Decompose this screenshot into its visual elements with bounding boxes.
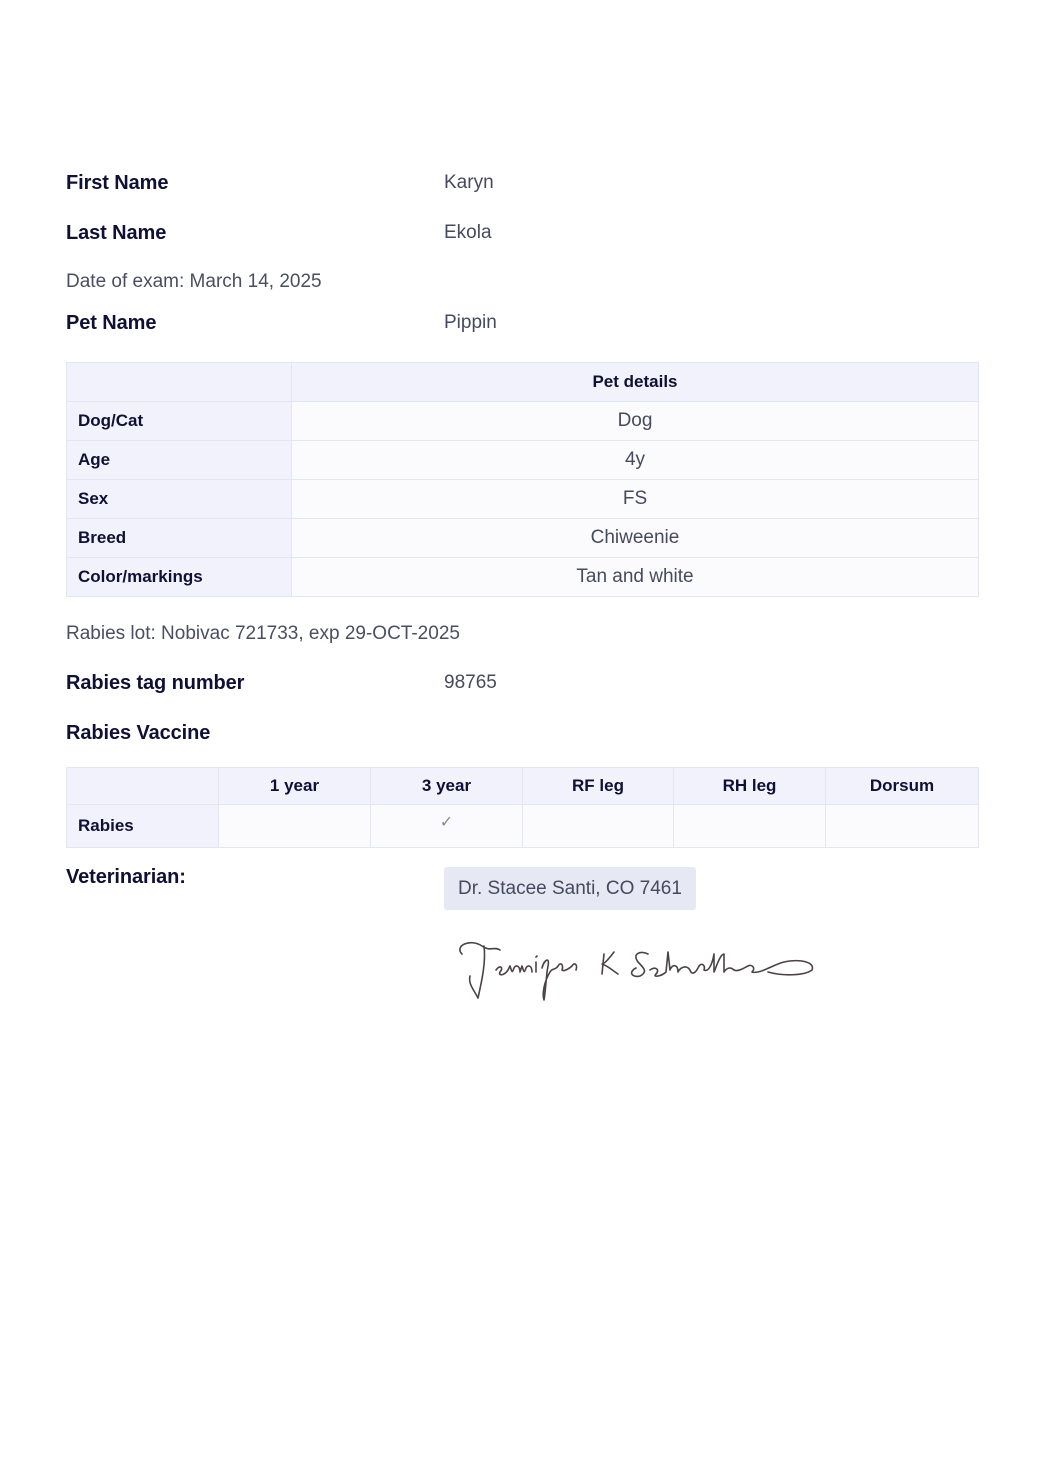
check-icon: ✓ (439, 814, 454, 831)
row-label-sex: Sex (67, 480, 292, 519)
rabies-tag-value: 98765 (444, 672, 497, 693)
pet-details-table (66, 362, 979, 597)
pet-name-value: Pippin (444, 312, 497, 333)
rabies-vaccine-heading-row (66, 722, 978, 752)
rabies-vaccine-table (66, 767, 979, 848)
vaccine-header-dorsum: Dorsum (826, 768, 979, 805)
vaccine-header-empty (67, 768, 219, 805)
vaccine-header-1-year: 1 year (219, 768, 371, 805)
vaccine-header-rh-leg: RH leg (674, 768, 826, 805)
rabies-vaccine-heading: Rabies Vaccine (66, 722, 211, 744)
vaccine-cell-rf-leg (523, 805, 674, 848)
rabies-lot: Rabies lot: Nobivac 721733, exp 29-OCT-2025 (66, 623, 460, 644)
row-value-age: 4y (292, 441, 979, 480)
row-value-sex: FS (292, 480, 979, 519)
pet-name-label: Pet Name (66, 312, 157, 334)
table-row (67, 480, 979, 519)
first-name-value: Karyn (444, 172, 494, 193)
table-row (67, 441, 979, 480)
first-name-row (66, 172, 978, 202)
table-row (67, 519, 979, 558)
row-value-breed: Chiweenie (292, 519, 979, 558)
veterinarian-label: Veterinarian: (66, 866, 186, 888)
last-name-row (66, 222, 978, 252)
last-name-label: Last Name (66, 222, 167, 244)
pet-name-row (66, 312, 978, 342)
table-row (67, 558, 979, 597)
rabies-tag-label: Rabies tag number (66, 672, 245, 694)
row-label-dog-cat: Dog/Cat (67, 402, 292, 441)
row-value-dog-cat: Dog (292, 402, 979, 441)
veterinarian-value: Dr. Stacee Santi, CO 7461 (444, 867, 696, 910)
first-name-label: First Name (66, 172, 169, 194)
pet-details-header-row (67, 363, 979, 402)
last-name-value: Ekola (444, 222, 492, 243)
table-row (67, 402, 979, 441)
row-label-breed: Breed (67, 519, 292, 558)
exam-date: Date of exam: March 14, 2025 (66, 271, 322, 292)
vaccine-header-rf-leg: RF leg (523, 768, 674, 805)
vaccine-row-label-rabies: Rabies (67, 805, 219, 848)
signature-image (452, 932, 832, 1012)
row-value-color-markings: Tan and white (292, 558, 979, 597)
vaccine-header-row (67, 768, 979, 805)
table-row (67, 805, 979, 848)
vaccine-cell-3-year (371, 805, 523, 848)
vaccine-cell-rh-leg (674, 805, 826, 848)
vaccine-cell-dorsum (826, 805, 979, 848)
vaccine-cell-1-year (219, 805, 371, 848)
pet-details-header: Pet details (292, 363, 979, 402)
pet-details-header-empty (67, 363, 292, 402)
rabies-tag-row (66, 672, 978, 702)
row-label-age: Age (67, 441, 292, 480)
row-label-color-markings: Color/markings (67, 558, 292, 597)
vaccine-header-3-year: 3 year (371, 768, 523, 805)
